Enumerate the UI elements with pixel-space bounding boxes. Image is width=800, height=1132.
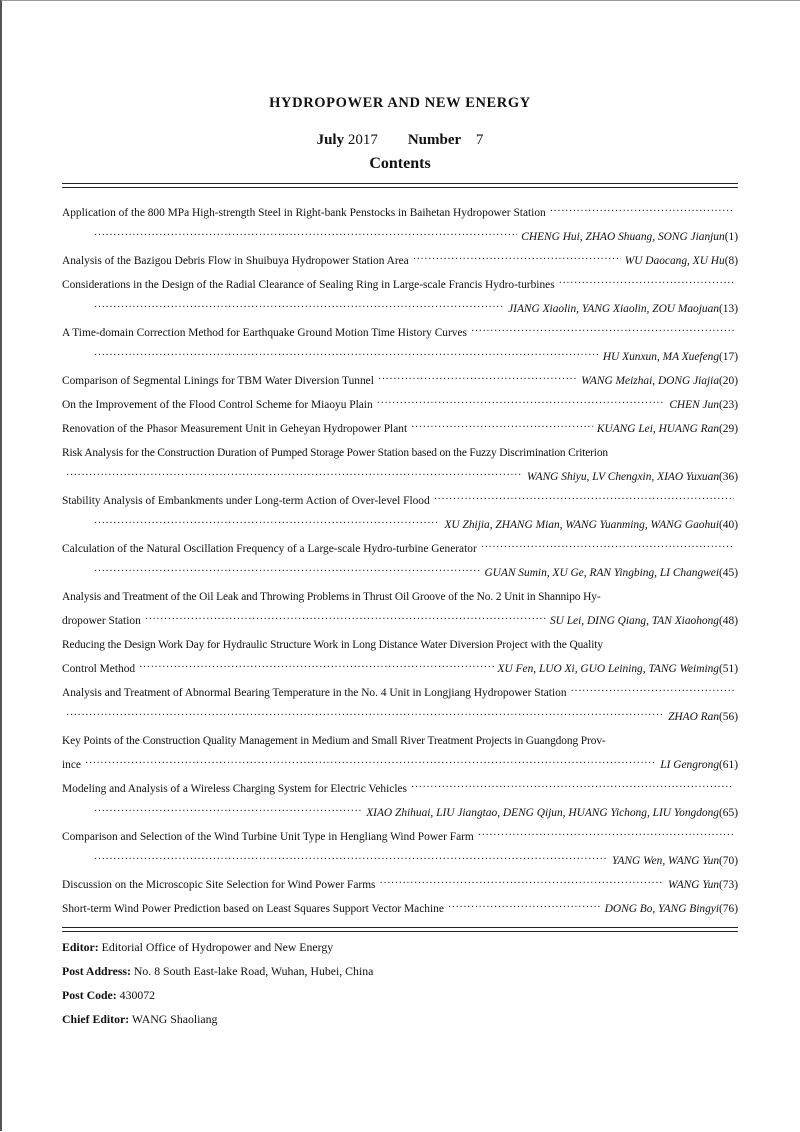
leader-dots xyxy=(471,325,734,339)
leader-dots xyxy=(550,205,734,219)
toc-entry-author-line: Control Method ····· XU Fen, LUO Xi, GUO Leining, TANG Weiming (51) xyxy=(62,655,738,675)
leader-dots xyxy=(478,829,734,843)
leader-dots xyxy=(378,373,577,387)
toc-entry-title[interactable]: Stability Analysis of Embankments under Long-term Action of Over-level Flood ····· xyxy=(62,487,738,507)
issue-number: 7 xyxy=(475,132,484,148)
post-code-line xyxy=(62,988,155,1003)
toc-entry-author-line: ····· CHENG Hui, ZHAO Shuang, SONG Jianjun (1) xyxy=(62,223,738,243)
leader-dots xyxy=(66,709,664,723)
toc-entry-title[interactable]: Reducing the Design Work Day for Hydraulic Structure Work in Long Distance Water Diversion Project with the Quality xyxy=(62,639,603,651)
toc-entry-title[interactable]: Modeling and Analysis of a Wireless Charging System for Electric Vehicles ····· xyxy=(62,775,738,795)
bottom-rule-second xyxy=(62,931,738,932)
leader-dots xyxy=(413,253,621,267)
leader-dots xyxy=(94,565,480,579)
leader-dots xyxy=(94,517,440,531)
leader-dots xyxy=(94,349,599,363)
toc-entry[interactable]: Renovation of the Phasor Measurement Unit in Geheyan Hydropower Plant ····· KUANG Lei, HUANG Ran (29) xyxy=(62,415,738,435)
post-address-value: No. 8 South East-lake Road, Wuhan, Hubei, China xyxy=(133,964,374,978)
toc-entry-author-line: ince ····· LI Gengrong (61) xyxy=(62,751,738,771)
chief-editor-line xyxy=(62,1012,217,1027)
leader-dots xyxy=(139,661,493,675)
top-rule xyxy=(62,183,738,184)
leader-dots xyxy=(571,685,734,699)
issue-month: July xyxy=(316,132,345,148)
toc-entry-author-line: ····· ZHAO Ran (56) xyxy=(62,703,738,723)
toc-entry[interactable]: Discussion on the Microscopic Site Selection for Wind Power Farms ····· WANG Yun (73) xyxy=(62,871,738,891)
leader-dots xyxy=(145,613,546,627)
journal-title: HYDROPOWER AND NEW ENERGY xyxy=(269,95,531,111)
toc-entry[interactable]: Analysis of the Bazigou Debris Flow in Shuibuya Hydropower Station Area ····· WU Daocang, XU Hu (8) xyxy=(62,247,738,267)
toc-entry-title[interactable]: Considerations in the Design of the Radial Clearance of Sealing Ring in Large-scale Francis Hydro-turbines ····· xyxy=(62,271,738,291)
toc-entry-title[interactable]: Analysis and Treatment of Abnormal Bearing Temperature in the No. 4 Unit in Longjiang Hydropower Station ····· xyxy=(62,679,738,699)
issue-number-label: Number xyxy=(407,132,461,148)
toc-entry-author-line: dropower Station ····· SU Lei, DING Qiang, TAN Xiaohong (48) xyxy=(62,607,738,627)
editor-line xyxy=(62,940,333,955)
toc-entry-author-line: ····· GUAN Sumin, XU Ge, RAN Yingbing, LI Changwei (45) xyxy=(62,559,738,579)
post-address-line xyxy=(62,964,373,979)
toc-entry[interactable]: On the Improvement of the Flood Control Scheme for Miaoyu Plain ····· CHEN Jun (23) xyxy=(62,391,738,411)
leader-dots xyxy=(379,877,664,891)
toc-entry-title[interactable]: Risk Analysis for the Construction Duration of Pumped Storage Power Station based on the Fuzzy Discrimination Criterion xyxy=(62,447,608,459)
toc-entry-author-line: ····· JIANG Xiaolin, YANG Xiaolin, ZOU Maojuan (13) xyxy=(62,295,738,315)
toc-entry-author-line: ····· YANG Wen, WANG Yun (70) xyxy=(62,847,738,867)
toc-entry[interactable]: Comparison of Segmental Linings for TBM Water Diversion Tunnel ····· WANG Meizhai, DONG Jiajia (20) xyxy=(62,367,738,387)
leader-dots xyxy=(377,397,666,411)
toc-entry-title[interactable]: A Time-domain Correction Method for Earthquake Ground Motion Time History Curves ····· xyxy=(62,319,738,339)
leader-dots xyxy=(85,757,656,771)
issue-year: 2017 xyxy=(347,132,378,148)
leader-dots xyxy=(411,781,734,795)
editor-value: Editorial Office of Hydropower and New Energy xyxy=(101,940,334,954)
toc-entry-author-line: ····· HU Xunxun, MA Xuefeng (17) xyxy=(62,343,738,363)
toc-entry-author-line: ····· XIAO Zhihuai, LIU Jiangtao, DENG Qijun, HUANG Yichong, LIU Yongdong (65) xyxy=(62,799,738,819)
toc-entry-title[interactable]: Analysis and Treatment of the Oil Leak and Throwing Problems in Thrust Oil Groove of the No. 2 Unit in Shannipo Hy- xyxy=(62,591,601,603)
leader-dots xyxy=(94,805,362,819)
leader-dots xyxy=(94,853,608,867)
leader-dots xyxy=(66,469,523,483)
post-code-label: Post Code: xyxy=(62,988,117,1002)
toc-entry-author-line: ····· WANG Shiyu, LV Chengxin, XIAO Yuxuan (36) xyxy=(62,463,738,483)
leader-dots xyxy=(94,229,517,243)
chief-editor-label: Chief Editor: xyxy=(62,1012,130,1026)
leader-dots xyxy=(481,541,734,555)
leader-dots xyxy=(94,301,504,315)
bottom-rule xyxy=(62,927,738,928)
toc-entry-author-line: ····· XU Zhijia, ZHANG Mian, WANG Yuanming, WANG Gaohui (40) xyxy=(62,511,738,531)
leader-dots xyxy=(411,421,593,435)
leader-dots xyxy=(434,493,734,507)
post-address-label: Post Address: xyxy=(62,964,131,978)
toc-entry[interactable]: Short-term Wind Power Prediction based on Least Squares Support Vector Machine ····· DONG Bo, YANG Bingyi (76) xyxy=(62,895,738,915)
toc-entry-title[interactable]: Comparison and Selection of the Wind Turbine Unit Type in Hengliang Wind Power Farm ····· xyxy=(62,823,738,843)
post-code-value: 430072 xyxy=(119,988,156,1002)
issue-line xyxy=(0,132,800,149)
top-rule-second xyxy=(62,187,738,188)
toc-entry-title[interactable]: Key Points of the Construction Quality Management in Medium and Small River Treatment Projects in Guangdong Prov- xyxy=(62,735,606,747)
toc-entry-title[interactable]: Application of the 800 MPa High-strength Steel in Right-bank Penstocks in Baihetan Hydropower Station ····· xyxy=(62,199,738,219)
contents-heading: Contents xyxy=(369,155,431,172)
editor-label: Editor: xyxy=(62,940,99,954)
chief-editor-value: WANG Shaoliang xyxy=(131,1012,218,1026)
leader-dots xyxy=(559,277,734,291)
leader-dots xyxy=(448,901,601,915)
toc-entry-title[interactable]: Calculation of the Natural Oscillation Frequency of a Large-scale Hydro-turbine Generator ····· xyxy=(62,535,738,555)
